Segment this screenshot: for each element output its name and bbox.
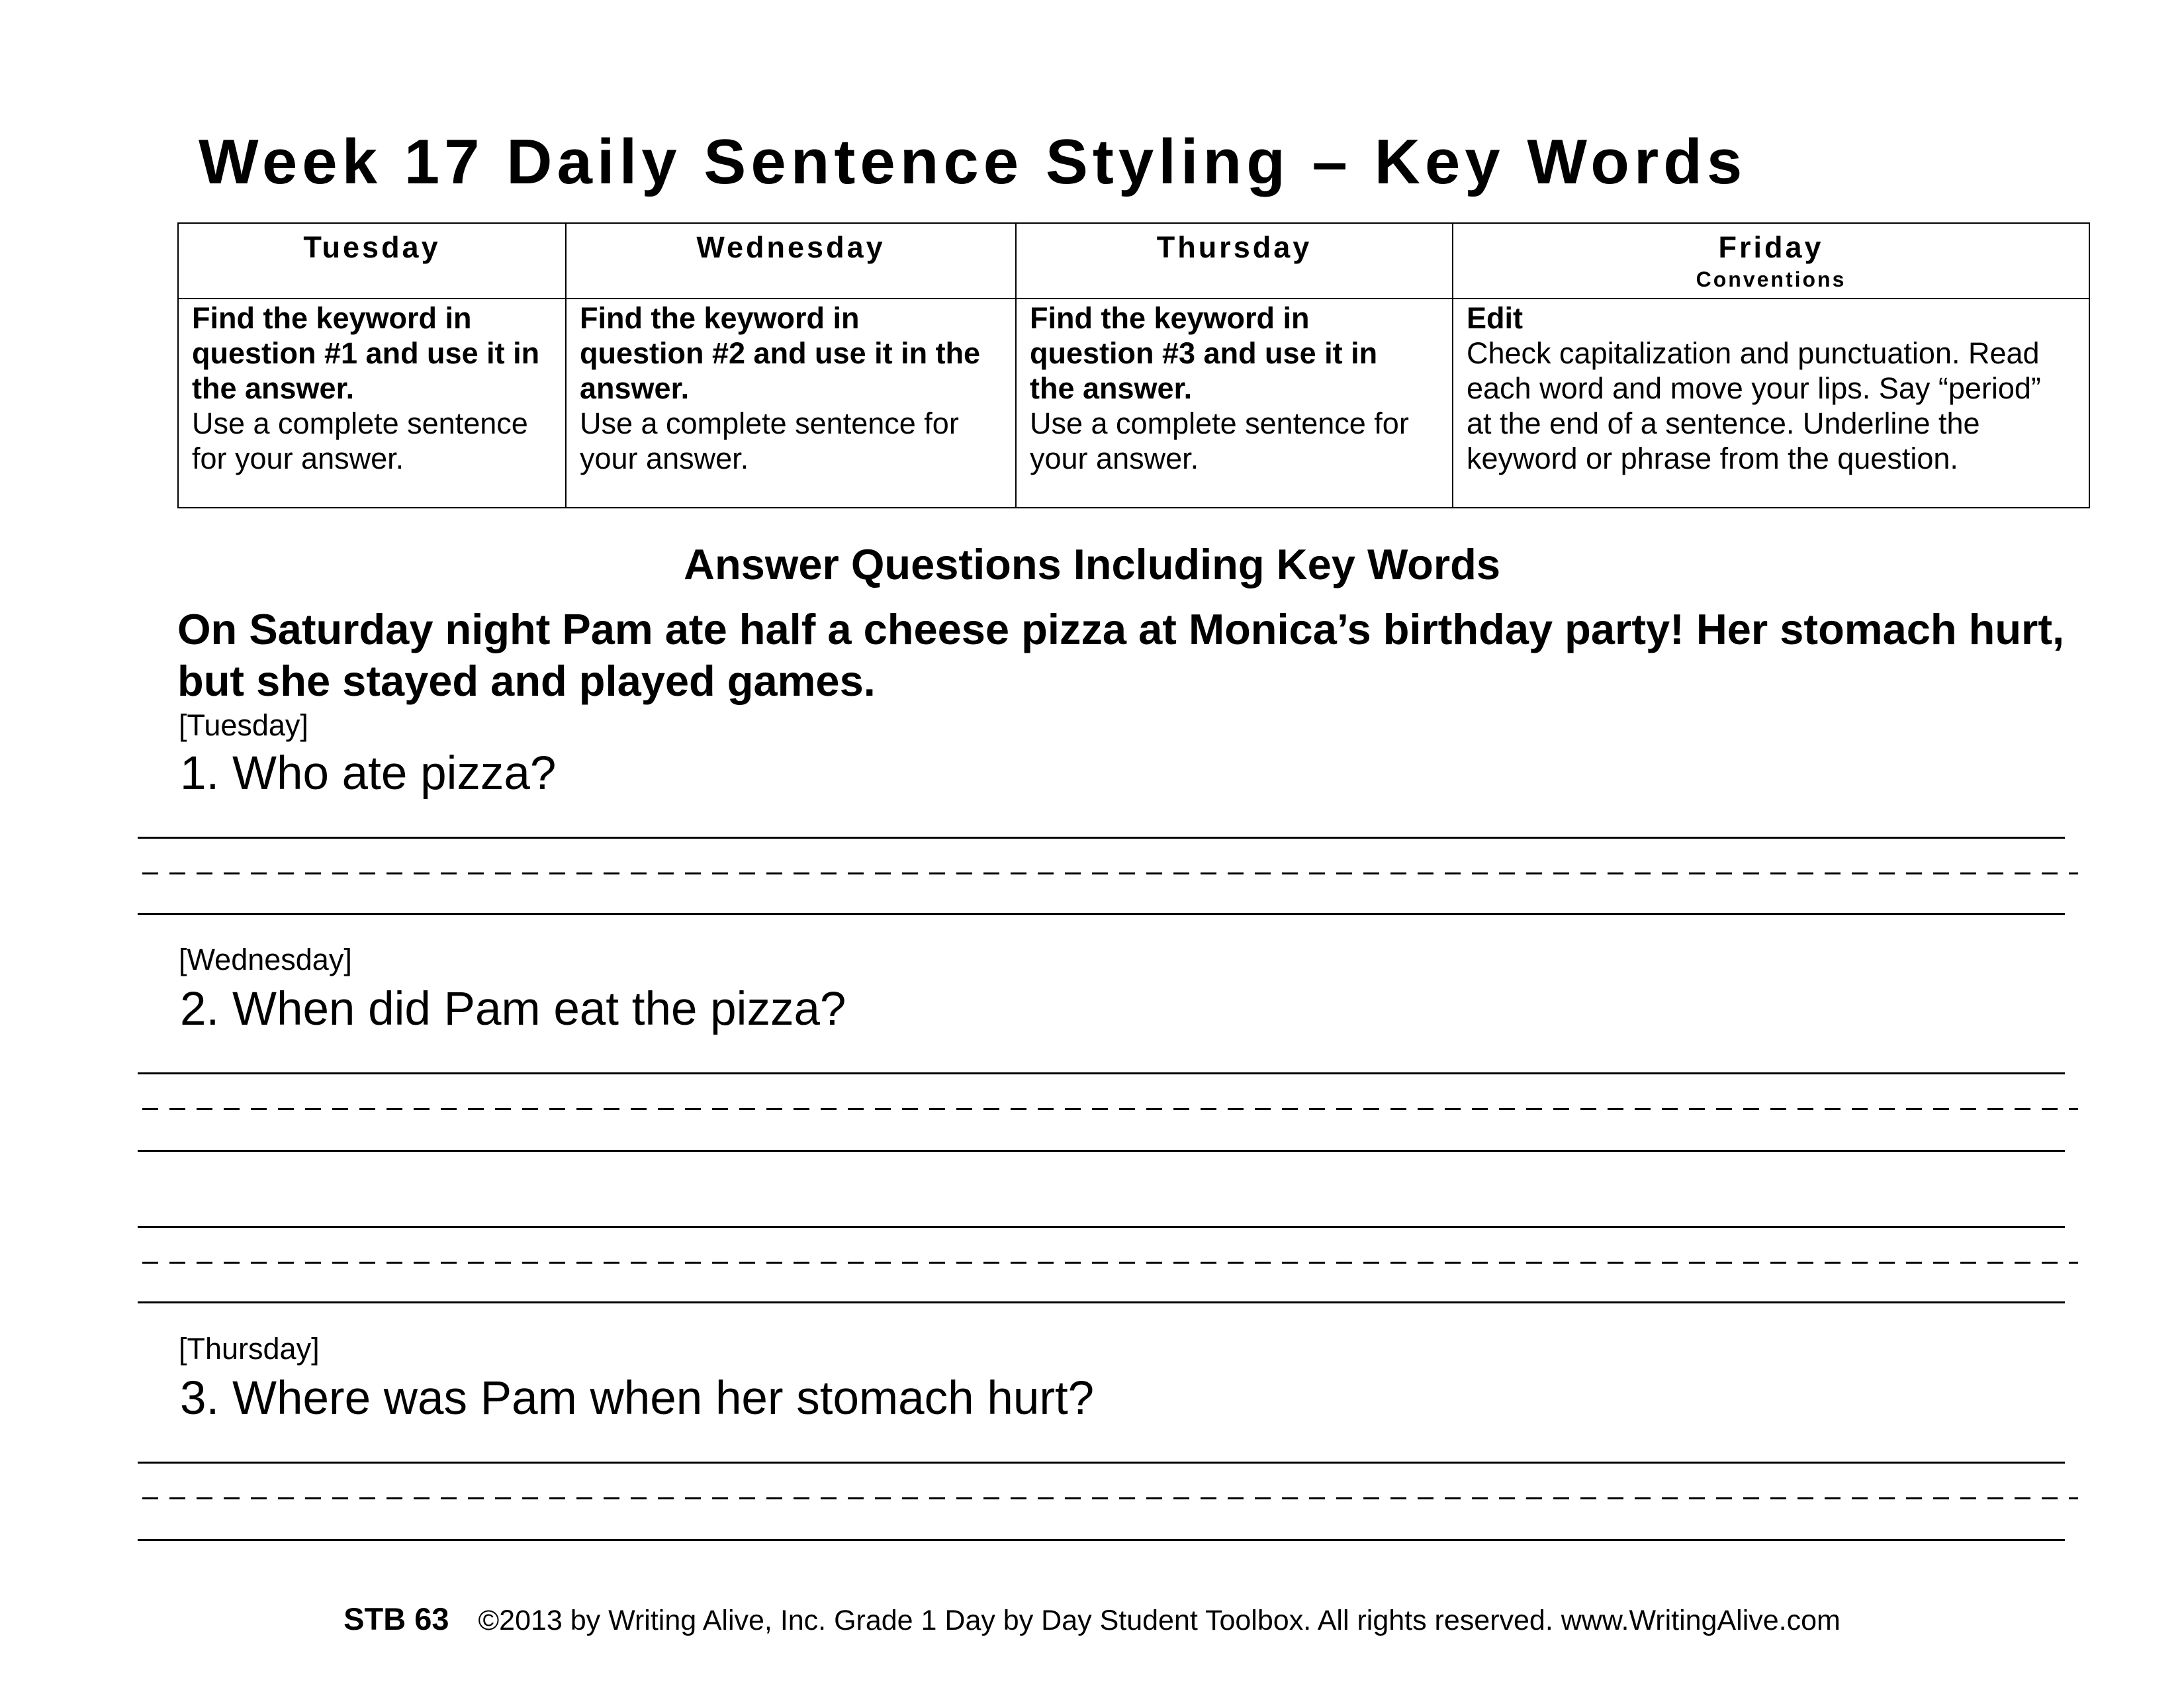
table-row <box>178 299 2089 508</box>
reading-passage: On Saturday night Pam ate half a cheese pizza at Monica’s birthday party! Her stomach hurt, but she stayed and played games. <box>177 605 2065 705</box>
cell-wednesday <box>566 299 1016 508</box>
section-heading: Answer Questions Including Key Words <box>684 540 1500 588</box>
writing-line-baseline[interactable] <box>138 1150 2065 1152</box>
instruction-text: Use a complete sentence for your answer. <box>580 406 959 475</box>
table-header-row <box>178 223 2089 299</box>
day-subtitle: Conventions <box>1696 267 1846 291</box>
footer <box>0 1601 2184 1637</box>
writing-line-top[interactable] <box>138 837 2065 839</box>
day-name: Thursday <box>1156 230 1312 264</box>
day-tag-wednesday: [Wednesday] <box>179 943 352 976</box>
page-code: STB 63 <box>343 1601 449 1636</box>
daily-instructions-table <box>177 222 2090 508</box>
cell-thursday <box>1016 299 1453 508</box>
instruction-heading: Find the keyword in question #1 and use it in the answer. <box>192 301 540 405</box>
writing-line-top[interactable] <box>138 1226 2065 1228</box>
cell-friday <box>1453 299 2089 508</box>
day-name: Wednesday <box>696 230 886 264</box>
writing-line-midline <box>142 1262 2078 1264</box>
writing-line-baseline[interactable] <box>138 1301 2065 1303</box>
writing-line-top[interactable] <box>138 1072 2065 1074</box>
writing-line-baseline[interactable] <box>138 913 2065 915</box>
instruction-text: Use a complete sentence for your answer. <box>1030 406 1409 475</box>
day-name: Tuesday <box>303 230 441 264</box>
header-wednesday <box>566 223 1016 299</box>
question-2: 2. When did Pam eat the pizza? <box>180 983 846 1035</box>
day-tag-thursday: [Thursday] <box>179 1332 320 1366</box>
day-name: Friday <box>1718 230 1824 264</box>
writing-line-midline <box>142 1497 2078 1499</box>
instruction-heading: Find the keyword in question #3 and use it in the answer. <box>1030 301 1378 405</box>
writing-line-baseline[interactable] <box>138 1539 2065 1541</box>
instruction-text: Use a complete sentence for your answer. <box>192 406 528 475</box>
instruction-text: Check capitalization and punctuation. Read each word and move your lips. Say “period” at the end of a sentence. Underline the keyword or phrase from the question. <box>1467 336 2041 475</box>
day-tag-tuesday: [Tuesday] <box>179 708 308 742</box>
header-tuesday <box>178 223 566 299</box>
copyright-text: ©2013 by Writing Alive, Inc. Grade 1 Day by Day Student Toolbox. All rights reserved. www.WritingAlive.com <box>478 1605 1841 1636</box>
page-title: Week 17 Daily Sentence Styling – Key Words <box>199 126 1747 197</box>
cell-tuesday <box>178 299 566 508</box>
instruction-heading: Edit <box>1467 301 1523 335</box>
writing-line-midline <box>142 872 2078 874</box>
header-friday <box>1453 223 2089 299</box>
writing-line-top[interactable] <box>138 1462 2065 1464</box>
question-3: 3. Where was Pam when her stomach hurt? <box>180 1372 1095 1425</box>
header-thursday <box>1016 223 1453 299</box>
question-1: 1. Who ate pizza? <box>180 747 557 800</box>
writing-line-midline <box>142 1108 2078 1110</box>
instruction-heading: Find the keyword in question #2 and use it in the answer. <box>580 301 981 405</box>
